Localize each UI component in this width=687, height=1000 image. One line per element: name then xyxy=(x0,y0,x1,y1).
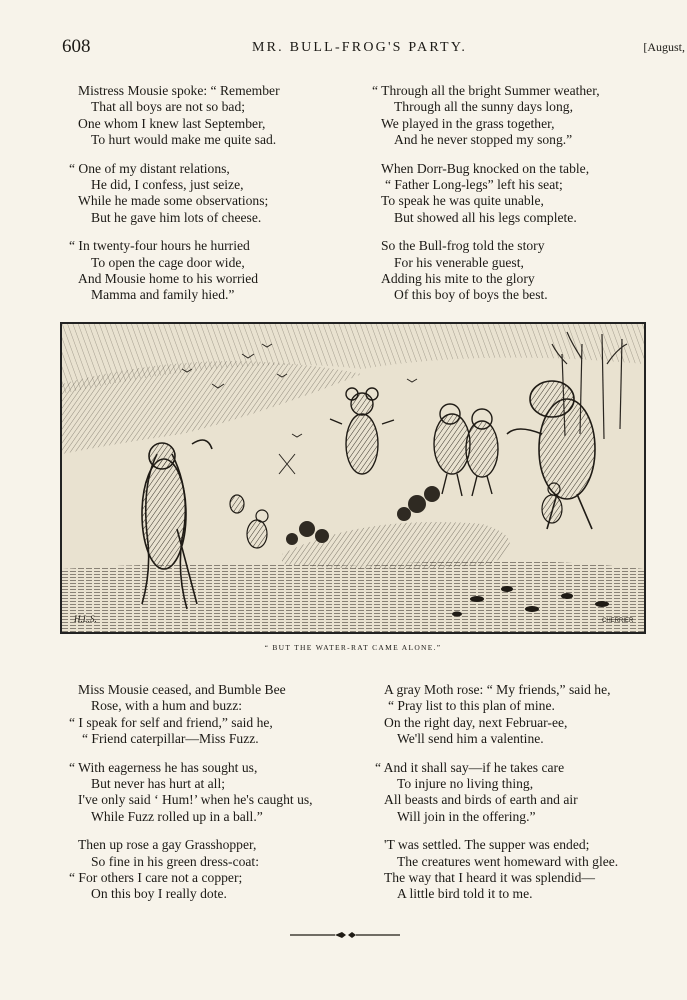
verse-line: But never has hurt at all; xyxy=(91,776,226,792)
verse-line: Will join in the offering.” xyxy=(397,808,536,824)
verse-line: Then up rose a gay Grasshopper, xyxy=(78,837,257,853)
stanza xyxy=(69,160,368,227)
stanza xyxy=(69,759,378,826)
verse-line: “ For others I care not a copper; xyxy=(69,870,243,886)
verse-line: I've only said ‘ Hum!’ when he's caught us, xyxy=(78,792,313,808)
verse-line: To open the cage door wide, xyxy=(91,254,245,270)
running-title: MR. BULL-FROG'S PARTY. xyxy=(252,40,468,55)
verse-line: He did, I confess, just seize, xyxy=(91,177,244,193)
stanza xyxy=(372,83,681,149)
stanza xyxy=(69,837,378,903)
illustration-caption: “ BUT THE WATER-RAT CAME ALONE.” xyxy=(264,643,442,652)
verse-line: “ Father Long-legs” left his seat; xyxy=(385,177,563,193)
verse-line: But showed all his legs complete. xyxy=(394,209,577,225)
verse-line: So the Bull-frog told the story xyxy=(381,238,545,254)
verse-line: “ With eagerness he has sought us, xyxy=(69,759,258,775)
poem-column-bottom-left xyxy=(69,682,378,915)
stanza xyxy=(69,682,378,748)
engraver-signature: CHERRIER xyxy=(602,618,634,624)
verse-line: And he never stopped my song.” xyxy=(394,132,573,148)
verse-line: A gray Moth rose: “ My friends,” said he, xyxy=(384,682,611,697)
verse-line: “ One of my distant relations, xyxy=(69,160,230,176)
verse-line: While Fuzz rolled up in a ball.” xyxy=(91,808,263,824)
verse-line: “ And it shall say—if he takes care xyxy=(375,759,565,775)
verse-line: We'll send him a valentine. xyxy=(397,731,544,747)
verse-line: Adding his mite to the glory xyxy=(381,271,535,287)
poem-column-top-right xyxy=(372,83,681,316)
verse-line: To speak he was quite unable, xyxy=(381,193,544,209)
artist-signature-left: H.L.S. xyxy=(74,614,97,624)
verse-line: While he made some observations; xyxy=(78,193,269,209)
stanza xyxy=(78,83,368,149)
verse-line: “ I speak for self and friend,” said he, xyxy=(69,714,273,730)
verse-line: All beasts and birds of earth and air xyxy=(384,792,578,808)
verse-line: Through all the sunny days long, xyxy=(394,99,573,115)
verse-line: “ In twenty-four hours he hurried xyxy=(69,238,250,254)
page-number: 608 xyxy=(62,36,91,57)
verse-line: Miss Mousie ceased, and Bumble Bee xyxy=(78,682,286,697)
illustration-engraving xyxy=(62,324,644,632)
verse-line: For his venerable guest, xyxy=(394,254,524,270)
stanza xyxy=(384,682,684,748)
stanza xyxy=(384,837,684,903)
poem-column-bottom-right xyxy=(375,682,684,915)
verse-line: To hurt would make me quite sad. xyxy=(91,132,277,148)
stanza xyxy=(69,238,368,304)
stanza xyxy=(375,759,684,826)
verse-line: Rose, with a hum and buzz: xyxy=(91,698,243,714)
stanza xyxy=(381,161,681,227)
verse-line: Of this boy of boys the best. xyxy=(394,287,548,303)
page-header xyxy=(62,36,687,60)
verse-line: On the right day, next Februar-ee, xyxy=(384,714,568,730)
verse-line: One whom I knew last September, xyxy=(78,115,266,131)
verse-line: A little bird told it to me. xyxy=(397,886,533,902)
verse-line: Mamma and family hied.” xyxy=(91,287,235,303)
illustration xyxy=(60,322,646,634)
verse-line: The creatures went homeward with glee. xyxy=(397,853,619,869)
tailpiece-ornament xyxy=(290,930,400,940)
verse-line: “ Pray list to this plan of mine. xyxy=(388,698,555,714)
verse-line: The way that I heard it was splendid— xyxy=(384,870,596,886)
verse-line: 'T was settled. The supper was ended; xyxy=(384,837,590,853)
verse-line: “ Through all the bright Summer weather, xyxy=(372,83,600,98)
verse-line: We played in the grass together, xyxy=(381,115,555,131)
verse-line: That all boys are not so bad; xyxy=(91,99,246,115)
verse-line: But he gave him lots of cheese. xyxy=(91,209,262,225)
month-label: [August, xyxy=(643,40,685,54)
verse-line: On this boy I really dote. xyxy=(91,886,227,902)
verse-line: Mistress Mousie spoke: “ Remember xyxy=(78,83,280,98)
verse-line: When Dorr-Bug knocked on the table, xyxy=(381,160,590,176)
stanza xyxy=(381,238,681,304)
verse-line: And Mousie home to his worried xyxy=(78,271,259,287)
verse-line: So fine in his green dress-coat: xyxy=(91,853,259,869)
verse-line: To injure no living thing, xyxy=(397,776,534,792)
poem-column-top-left xyxy=(69,83,368,316)
verse-line: “ Friend caterpillar—Miss Fuzz. xyxy=(82,731,259,747)
